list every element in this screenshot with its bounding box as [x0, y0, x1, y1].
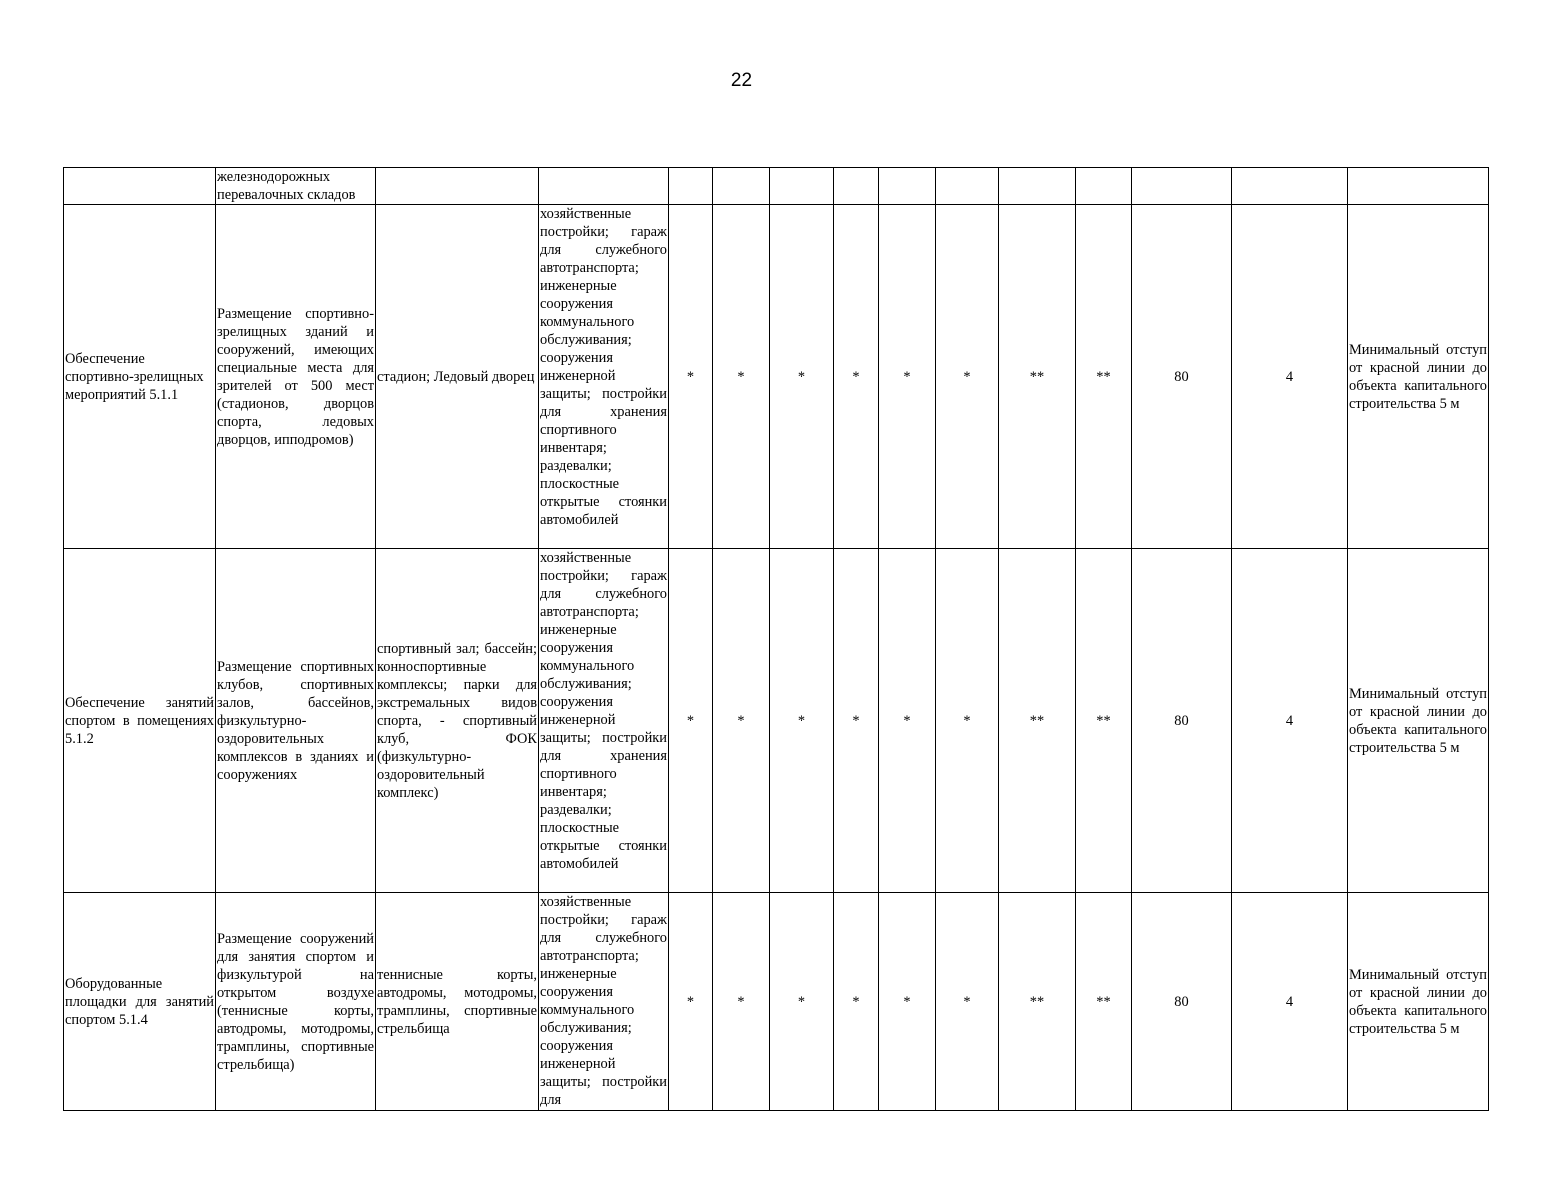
mark-cell: *	[879, 205, 936, 549]
mark-cell: *	[770, 893, 834, 1111]
table-row	[64, 168, 1489, 205]
mark-cell: **	[999, 893, 1076, 1111]
use-description-cell: Размещение спортивных клубов, спортивных залов, бассейнов, физкультурно-оздоровительных комплексов в зданиях и сооружениях	[216, 549, 376, 893]
mark-cell: *	[669, 205, 713, 549]
table-row	[64, 893, 1489, 1111]
land-use-table	[63, 167, 1489, 1111]
mark-cell: *	[770, 205, 834, 549]
mark-cell: **	[999, 205, 1076, 549]
mark-cell: *	[669, 893, 713, 1111]
value-cell: 4	[1232, 205, 1348, 549]
mark-cell	[834, 168, 879, 205]
note-cell: Минимальный отступ от красной линии до объекта капитального строительства 5 м	[1348, 893, 1489, 1111]
mark-cell	[879, 168, 936, 205]
auxiliary-uses-cell	[539, 168, 669, 205]
mark-cell: *	[834, 893, 879, 1111]
auxiliary-uses-cell: хозяйственные постройки; гараж для служебного автотранспорта; инженерные сооружения коммунального обслуживания; сооружения инженерной защиты; постройки для	[539, 893, 669, 1111]
mark-cell: *	[669, 549, 713, 893]
mark-cell: *	[834, 549, 879, 893]
value-cell: 80	[1132, 549, 1232, 893]
mark-cell	[1076, 168, 1132, 205]
value-cell: 80	[1132, 893, 1232, 1111]
mark-cell: *	[936, 205, 999, 549]
auxiliary-uses-cell: хозяйственные постройки; гараж для служебного автотранспорта; инженерные сооружения коммунального обслуживания; сооружения инженерной защиты; постройки для хранения спортивного инвентаря; раздевалки; плоскостные открытые стоянки автомобилей	[539, 205, 669, 549]
use-name-cell: Обеспечение спортивно-зрелищных мероприятий 5.1.1	[64, 205, 216, 549]
use-examples-cell: стадион; Ледовый дворец	[376, 205, 539, 549]
mark-cell: *	[770, 549, 834, 893]
mark-cell: *	[713, 205, 770, 549]
table-row	[64, 205, 1489, 549]
use-name-cell	[64, 168, 216, 205]
mark-cell: **	[1076, 549, 1132, 893]
value-cell: 80	[1132, 205, 1232, 549]
use-name-cell: Оборудованные площадки для занятий спортом 5.1.4	[64, 893, 216, 1111]
use-description-cell: железнодорожных перевалочных складов	[216, 168, 376, 205]
note-cell: Минимальный отступ от красной линии до объекта капитального строительства 5 м	[1348, 549, 1489, 893]
mark-cell: *	[879, 893, 936, 1111]
use-description-cell: Размещение сооружений для занятия спортом и физкультурой на открытом воздухе (теннисные корты, автодромы, мотодромы, трамплины, спортивные стрельбища)	[216, 893, 376, 1111]
mark-cell: *	[879, 549, 936, 893]
value-cell	[1232, 168, 1348, 205]
mark-cell	[999, 168, 1076, 205]
use-name-cell: Обеспечение занятий спортом в помещениях 5.1.2	[64, 549, 216, 893]
mark-cell: **	[999, 549, 1076, 893]
use-examples-cell: спортивный зал; бассейн; конноспортивные комплексы; парки для экстремальных видов спорта, - спортивный клуб, ФОК (физкультурно-оздоровительный комплекс)	[376, 549, 539, 893]
value-cell	[1132, 168, 1232, 205]
use-examples-cell	[376, 168, 539, 205]
auxiliary-uses-cell: хозяйственные постройки; гараж для служебного автотранспорта; инженерные сооружения коммунального обслуживания; сооружения инженерной защиты; постройки для хранения спортивного инвентаря; раздевалки; плоскостные открытые стоянки автомобилей	[539, 549, 669, 893]
mark-cell	[936, 168, 999, 205]
mark-cell	[713, 168, 770, 205]
note-cell	[1348, 168, 1489, 205]
mark-cell	[669, 168, 713, 205]
value-cell: 4	[1232, 893, 1348, 1111]
mark-cell: *	[713, 549, 770, 893]
mark-cell: *	[936, 549, 999, 893]
page-number: 22	[730, 70, 753, 91]
table-row	[64, 549, 1489, 893]
use-description-cell: Размещение спортивно-зрелищных зданий и сооружений, имеющих специальные места для зрителей от 500 мест (стадионов, дворцов спорта, ледовых дворцов, ипподромов)	[216, 205, 376, 549]
value-cell: 4	[1232, 549, 1348, 893]
mark-cell: *	[713, 893, 770, 1111]
mark-cell: *	[936, 893, 999, 1111]
use-examples-cell: теннисные корты, автодромы, мотодромы, трамплины, спортивные стрельбища	[376, 893, 539, 1111]
mark-cell	[770, 168, 834, 205]
mark-cell: **	[1076, 893, 1132, 1111]
mark-cell: **	[1076, 205, 1132, 549]
mark-cell: *	[834, 205, 879, 549]
note-cell: Минимальный отступ от красной линии до объекта капитального строительства 5 м	[1348, 205, 1489, 549]
